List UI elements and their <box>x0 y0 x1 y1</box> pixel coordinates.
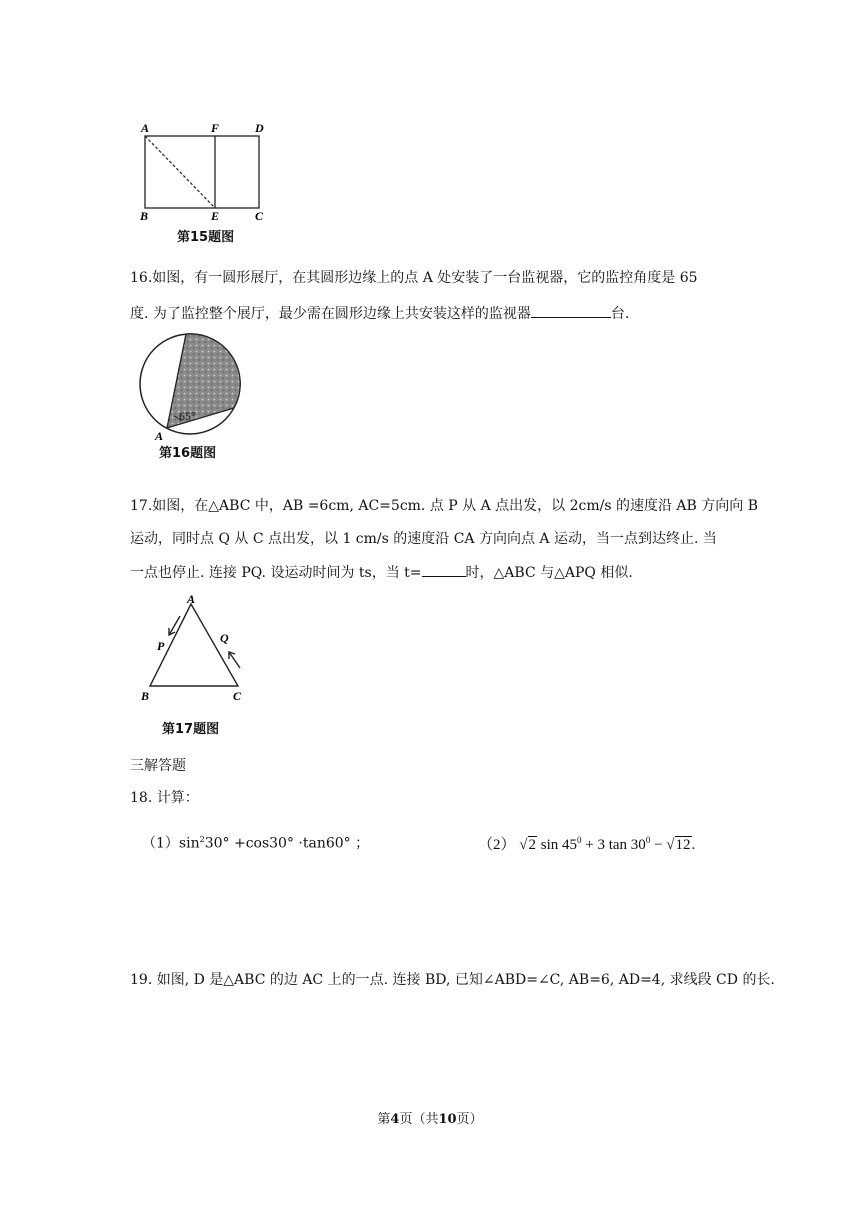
q16-number: 16. <box>130 270 153 286</box>
fig17-caption: 第17题图 <box>162 722 220 737</box>
q17-number: 17. <box>130 498 153 514</box>
figure-17-diagram <box>135 592 260 710</box>
page-number: 4 <box>390 1112 400 1127</box>
fig15-label-F: F <box>211 121 220 135</box>
page-footer: 第4页（共10页） <box>377 1112 483 1127</box>
figure-16-diagram <box>135 332 255 440</box>
fig15-caption: 第15题图 <box>177 230 235 245</box>
fig17-label-A: A <box>187 592 196 606</box>
q17-line2: 运动，同时点 Q 从 C 点出发，以 1 cm/s 的速度沿 CA 方向向点 A 运动，当一点到达终止. 当 <box>130 531 717 547</box>
fig16-label-A: A <box>155 429 164 440</box>
fig15-label-D: D <box>255 121 264 135</box>
q18-part1-num: （1） <box>142 835 179 852</box>
q17-answer-blank[interactable] <box>422 562 466 577</box>
page-total: 10 <box>438 1112 457 1127</box>
q18-part2-a: sin 45 <box>540 837 578 853</box>
q18-part1-sup: 2 <box>199 835 205 844</box>
section-3-title: 三解答题 <box>130 758 186 774</box>
q16-text-3: 台. <box>610 306 630 322</box>
q19-text: 19. 如图, D 是△ABC 的边 AC 上的一点. 连接 BD, 已知∠ABD=∠C, AB=6, AD=4, 求线段 CD 的长. <box>130 972 775 988</box>
fig15-label-B: B <box>140 209 149 223</box>
fig17-label-C: C <box>233 689 242 703</box>
fig15-label-C: C <box>255 209 264 223</box>
sqrt-12: √12 <box>666 837 691 853</box>
q16-line2 <box>130 303 629 324</box>
q17-line3 <box>130 562 633 583</box>
q18-part2-b: + 3 tan 30 <box>581 837 646 853</box>
q18-part1-b: 30° +cos30° ·tan60° ； <box>204 835 370 852</box>
q17-text-1: 如图，在△ABC 中，AB =6cm, AC=5cm. 点 P 从 A 点出发，以 2cm/s 的速度沿 AB 方向向 B <box>152 498 759 514</box>
q17-text-3: 一点也停止. 连接 PQ. 设运动时间为 ts，当 t= <box>130 565 422 581</box>
fig15-label-E: E <box>211 209 220 223</box>
fig17-label-Q: Q <box>220 631 229 645</box>
fig16-caption: 第16题图 <box>159 446 217 461</box>
fig17-label-P: P <box>157 639 165 653</box>
q16-line1 <box>130 268 698 288</box>
q17-text-4: 时，△ABC 与△APQ 相似. <box>465 565 633 581</box>
q18-part1 <box>142 830 369 854</box>
q16-answer-blank[interactable] <box>531 303 611 318</box>
figure-15 <box>135 118 275 250</box>
sqrt-2: √2 <box>519 837 536 853</box>
fig16-angle-label: 65° <box>179 409 196 423</box>
figure-16 <box>135 332 255 462</box>
q17-line1 <box>130 496 758 516</box>
q16-text-2: 度. 为了监控整个展厅，最少需在圆形边缘上共安装这样的监视器 <box>130 306 531 322</box>
q18-part1-a: sin <box>178 835 200 852</box>
q18-part2-num: （2） <box>478 837 516 853</box>
fig17-label-B: B <box>141 689 150 703</box>
fig15-label-A: A <box>141 121 150 135</box>
q16-text-1: 如图，有一圆形展厅，在其圆形边缘上的点 A 处安装了一台监视器，它的监控角度是 65 <box>152 270 698 286</box>
q18-title: 18. 计算： <box>130 790 199 806</box>
figure-17 <box>135 592 260 740</box>
q18-part2: （2） √2 $\sin 45^0 + 3$ $\tan 30^0 - √12$. <box>478 835 696 853</box>
